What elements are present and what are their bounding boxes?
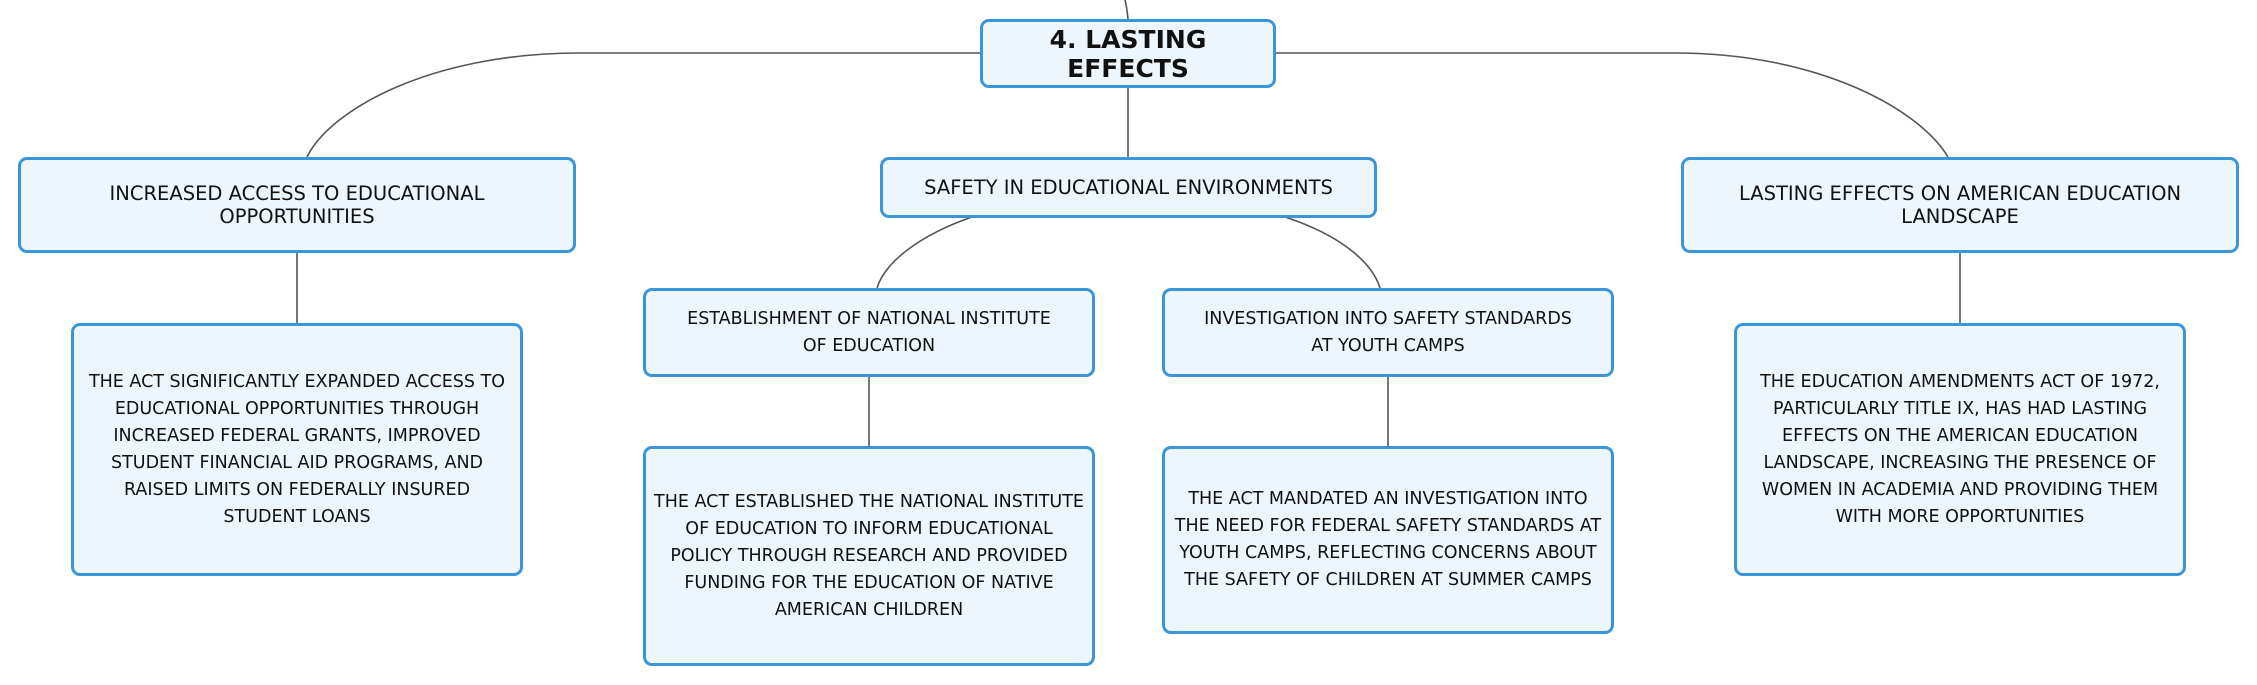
- topic-lasting-effects-landscape[interactable]: [1681, 157, 2239, 253]
- detail-national-institute[interactable]: [643, 446, 1095, 666]
- connector-safety-to-camps: [1285, 217, 1380, 288]
- connector-safety-to-nie: [877, 217, 972, 288]
- topic-increased-access[interactable]: [18, 157, 576, 253]
- root-node-label: 4. LASTING EFFECTS: [1049, 24, 1207, 83]
- subtopic-national-institute[interactable]: [643, 288, 1095, 377]
- topic-safety-environments[interactable]: [880, 157, 1377, 218]
- detail-increased-access-text: THE ACT SIGNIFICANTLY EXPANDED ACCESS TO EDUCATIONAL OPPORTUNITIES THROUGH INCREASED FEDERAL GRANTS, IMPROVED STUDENT FINANCIAL AID PROGRAMS, AND RAISED LIMITS ON FEDERALLY INSURED STUDENT LOANS: [88, 371, 506, 527]
- detail-increased-access[interactable]: [71, 323, 523, 576]
- topic-lasting-effects-landscape-label: LASTING EFFECTS ON AMERICAN EDUCATION LANDSCAPE: [1738, 182, 2182, 228]
- detail-landscape-text: THE EDUCATION AMENDMENTS ACT OF 1972, PARTICULARLY TITLE IX, HAS HAD LASTING EFFECTS ON THE AMERICAN EDUCATION LANDSCAPE, INCREASING THE PRESENCE OF WOMEN IN ACADEMIA AND PROVIDING THEM WITH MORE OPPORTUNITIES: [1760, 371, 2160, 527]
- detail-youth-camps[interactable]: [1162, 446, 1614, 634]
- root-node-lasting-effects[interactable]: [980, 19, 1276, 88]
- subtopic-national-institute-label: ESTABLISHMENT OF NATIONAL INSTITUTE OF EDUCATION: [687, 308, 1051, 356]
- connector-parent-to-root: [1125, 0, 1128, 19]
- subtopic-youth-camps[interactable]: [1162, 288, 1614, 377]
- detail-youth-camps-text: THE ACT MANDATED AN INVESTIGATION INTO THE NEED FOR FEDERAL SAFETY STANDARDS AT YOUTH CAMPS, REFLECTING CONCERNS ABOUT THE SAFETY OF CHILDREN AT SUMMER CAMPS: [1174, 489, 1602, 590]
- connector-root-to-access: [307, 53, 982, 157]
- topic-safety-environments-label: SAFETY IN EDUCATIONAL ENVIRONMENTS: [924, 176, 1333, 199]
- subtopic-youth-camps-label: INVESTIGATION INTO SAFETY STANDARDS AT YOUTH CAMPS: [1204, 308, 1572, 356]
- detail-national-institute-text: THE ACT ESTABLISHED THE NATIONAL INSTITUTE OF EDUCATION TO INFORM EDUCATIONAL POLICY THROUGH RESEARCH AND PROVIDED FUNDING FOR THE EDUCATION OF NATIVE AMERICAN CHILDREN: [654, 491, 1084, 620]
- topic-increased-access-label: INCREASED ACCESS TO EDUCATIONAL OPPORTUNITIES: [109, 182, 485, 228]
- detail-landscape[interactable]: [1734, 323, 2186, 576]
- connector-root-to-landscape: [1275, 53, 1948, 157]
